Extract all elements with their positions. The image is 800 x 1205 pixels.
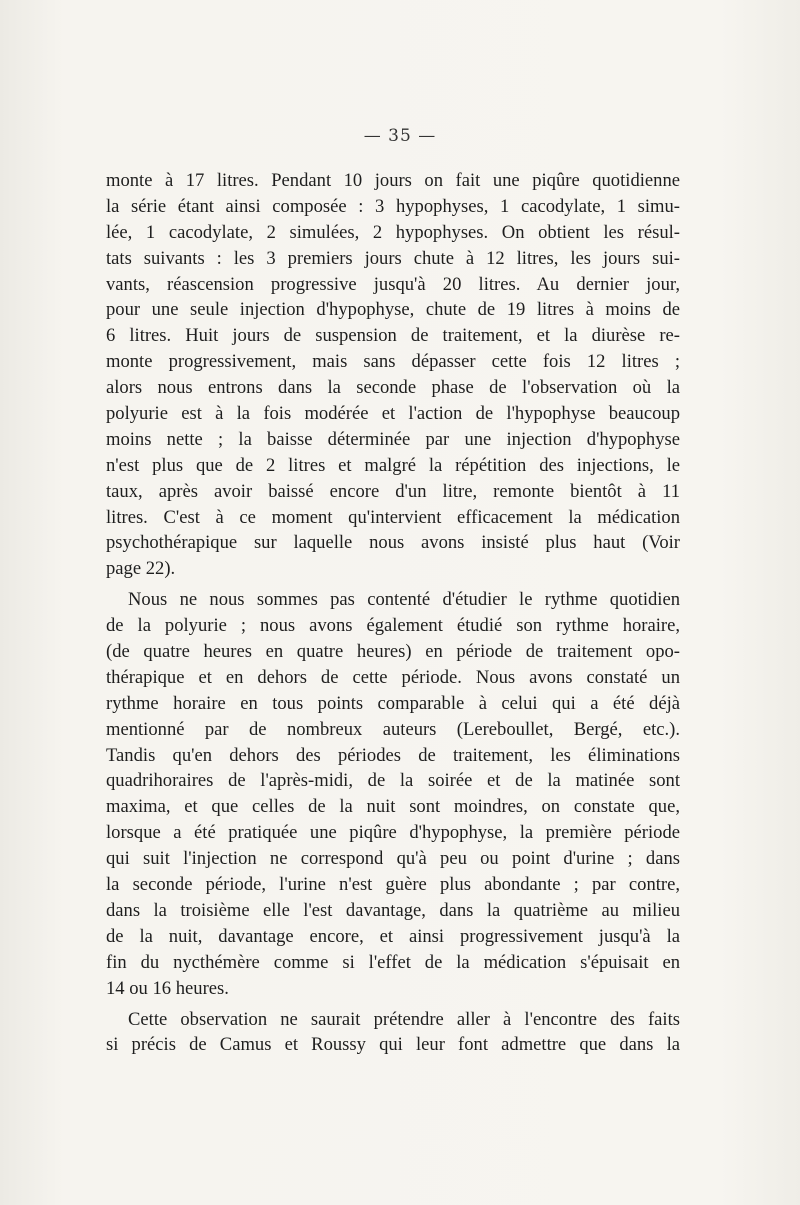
text-line: mentionné par de nombreux auteurs (Lereboullet, Bergé, etc.).: [106, 718, 680, 740]
text-line: la seconde période, l'urine n'est guère plus abondante ; par contre,: [106, 874, 680, 896]
text-line: polyurie est à la fois modérée et l'action de l'hypophyse beaucoup: [106, 403, 680, 425]
text-line: dans la troisième elle l'est davantage, dans la quatrième au milieu: [106, 899, 680, 921]
text-line: n'est plus que de 2 litres et malgré la répétition des injections, le: [106, 454, 680, 476]
text-line: monte à 17 litres. Pendant 10 jours on fait une piqûre quotidienne: [106, 170, 680, 191]
text-line: 14 ou 16 heures.: [106, 977, 229, 999]
text-line: monte progressivement, mais sans dépasser cette fois 12 litres ;: [106, 351, 680, 373]
text-line: qui suit l'injection ne correspond qu'à peu ou point d'urine ; dans: [106, 848, 680, 870]
text-line: (de quatre heures en quatre heures) en période de traitement opo-: [106, 641, 680, 663]
text-line: rythme horaire en tous points comparable à celui qui a été déjà: [106, 692, 680, 714]
text-line: fin du nycthémère comme si l'effet de la médication s'épuisait en: [106, 951, 680, 973]
text-line: tats suivants : les 3 premiers jours chute à 12 litres, les jours sui-: [106, 247, 680, 269]
text-line: Tandis qu'en dehors des périodes de traitement, les éliminations: [106, 744, 680, 766]
text-line: moins nette ; la baisse déterminée par une injection d'hypophyse: [106, 428, 680, 450]
text-line: Cette observation ne saurait prétendre aller à l'encontre des faits: [128, 1008, 680, 1030]
text-line: la série étant ainsi composée : 3 hypophyses, 1 cacodylate, 1 simu-: [106, 195, 680, 217]
text-line: pour une seule injection d'hypophyse, chute de 19 litres à moins de: [106, 299, 680, 321]
text-line: quadrihoraires de l'après-midi, de la soirée et de la matinée sont: [106, 770, 680, 792]
text-line: de la polyurie ; nous avons également étudié son rythme horaire,: [106, 615, 680, 637]
text-line: page 22).: [106, 558, 176, 580]
text-line: vants, réascension progressive jusqu'à 20 litres. Au dernier jour,: [106, 273, 680, 295]
text-line: maxima, et que celles de la nuit sont moindres, on constate que,: [106, 796, 680, 818]
text-line: alors nous entrons dans la seconde phase de l'observation où la: [106, 377, 680, 399]
paragraph-1: [106, 168, 680, 582]
text-line: Nous ne nous sommes pas contenté d'étudier le rythme quotidien: [128, 589, 680, 611]
text-line: litres. C'est à ce moment qu'intervient efficacement la médication: [106, 506, 680, 528]
text-line: de la nuit, davantage encore, et ainsi progressivement jusqu'à la: [106, 925, 680, 947]
text-line: psychothérapique sur laquelle nous avons insisté plus haut (Voir: [106, 532, 680, 554]
body-text: [106, 168, 680, 1058]
text-line: si précis de Camus et Roussy qui leur font admettre que dans la: [106, 1034, 680, 1056]
page-number: — 35 —: [363, 126, 437, 146]
text-line: thérapique et en dehors de cette période. Nous avons constaté un: [106, 666, 680, 688]
paragraph-2: [106, 587, 680, 1001]
text-line: taux, après avoir baissé encore d'un litre, remonte bientôt à 11: [106, 480, 680, 502]
text-line: lée, 1 cacodylate, 2 simulées, 2 hypophyses. On obtient les résul-: [106, 221, 680, 243]
paragraph-3: [106, 1007, 680, 1059]
text-line: lorsque a été pratiquée une piqûre d'hypophyse, la première période: [106, 822, 680, 844]
text-line: 6 litres. Huit jours de suspension de traitement, et la diurèse re-: [106, 325, 680, 347]
